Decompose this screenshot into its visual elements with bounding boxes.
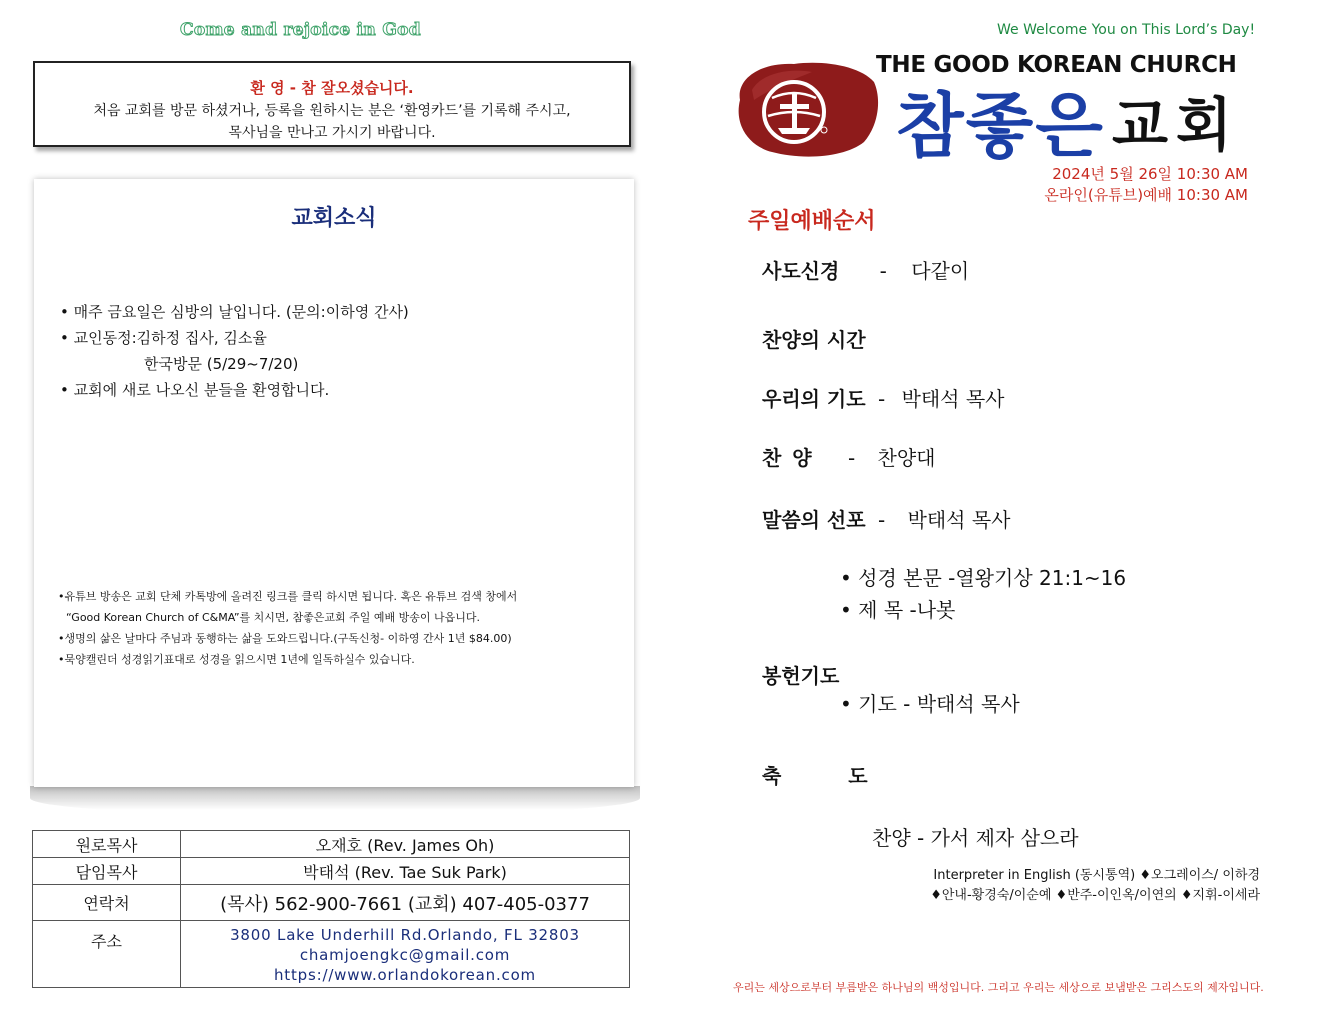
emeritus-label: 원로목사 (33, 831, 181, 858)
closing-hymn: 찬양 - 가서 제자 삼으라 (872, 826, 1079, 850)
news-card (34, 179, 634, 787)
order-separator: - (847, 446, 856, 470)
fine-print-line: “Good Korean Church of C&MA”를 치시면, 참좋은교회 주일 예배 방송이 나옵니다. (66, 611, 481, 624)
news-item: • 매주 금요일은 심방의 날입니다. (문의:이하영 간사) (60, 303, 409, 321)
order-label: 찬 양 (762, 446, 814, 470)
senior-label: 담임목사 (33, 858, 181, 885)
news-item: 한국방문 (5/29~7/20) (144, 355, 299, 373)
order-label: 사도신경 (762, 259, 840, 283)
offering-prayer: • 기도 - 박태석 목사 (840, 692, 1020, 716)
order-value: 박태석 목사 (907, 508, 1011, 532)
order-label: 축 도 (762, 764, 868, 788)
online-service-time: 온라인(유튜브)예배 10:30 AM (1044, 186, 1248, 204)
order-prayer (762, 383, 1004, 412)
order-offering (762, 660, 839, 689)
order-benediction (762, 760, 868, 789)
service-date: 2024년 5월 26일 10:30 AM (1052, 165, 1248, 183)
welcome-line-2: 목사님을 만나고 가시기 바랍니다. (228, 125, 436, 141)
order-separator: - (877, 387, 886, 411)
right-tagline: We Welcome You on This Lord’s Day! (997, 22, 1256, 38)
order-separator: - (879, 259, 887, 283)
table-row (33, 885, 630, 921)
church-name-english: THE GOOD KOREAN CHURCH (876, 52, 1237, 78)
fine-print-line: •유튜브 방송은 교회 단체 카톡방에 올려진 링크를 클릭 하시면 됩니다. 혹은 유튜브 검색 창에서 (58, 590, 518, 603)
table-row (33, 858, 630, 885)
news-item: • 교인동정:김하정 집사, 김소율 (60, 329, 267, 347)
news-fine-print (58, 586, 517, 670)
welcome-title: 환 영 - 참 잘오셨습니다. (250, 79, 414, 97)
order-value: 박태석 목사 (901, 387, 1005, 411)
contact-value: (목사) 562-900-7661 (교회) 407-405-0377 (181, 885, 630, 921)
order-of-worship-title: 주일예배순서 (748, 209, 876, 234)
emeritus-value: 오재호 (Rev. James Oh) (181, 831, 630, 858)
fine-print-line: •묵양캘린더 성경읽기표대로 성경을 읽으시면 1년에 일독하실수 있습니다. (58, 653, 415, 666)
order-label: 봉헌기도 (762, 664, 840, 688)
scripture-reference: • 성경 본문 -열왕기상 21:1~16 (840, 566, 1127, 590)
table-row (33, 921, 630, 988)
news-list (60, 299, 409, 403)
church-logo-icon (732, 60, 882, 160)
order-value: 다같이 (911, 259, 970, 283)
order-label: 찬양의 시간 (762, 328, 866, 352)
order-value: 찬양대 (877, 446, 936, 470)
order-separator: - (877, 508, 886, 532)
order-choir (762, 442, 936, 471)
order-praise-time (762, 324, 866, 353)
ushers-line: ♦안내-황경숙/이순예 ♦반주-이인옥/이연의 ♦지휘-이세라 (930, 888, 1260, 903)
order-label: 우리의 기도 (762, 387, 866, 411)
fine-print-line: •생명의 삶은 날마다 주님과 동행하는 삶을 도와드립니다.(구독신청- 이하영 간사 1년 $84.00) (58, 632, 512, 645)
contact-label: 연락처 (33, 885, 181, 921)
email-link[interactable]: chamjoengkc@gmail.com (299, 946, 511, 964)
staff-table (32, 830, 630, 988)
news-title: 교회소식 (291, 206, 377, 231)
welcome-box (33, 61, 631, 147)
news-item: • 교회에 새로 나오신 분들을 환영합니다. (60, 381, 330, 399)
news-card-shadow (30, 786, 640, 816)
sermon-title: • 제 목 -나봇 (840, 598, 956, 622)
senior-value: 박태석 (Rev. Tae Suk Park) (181, 858, 630, 885)
church-name-korean-black: 교회 (1112, 91, 1241, 159)
interpreter-line: Interpreter in English (동시통역) ♦오그레이스/ 이하경 (933, 868, 1260, 883)
website-link[interactable]: https://www.orlandokorean.com (274, 966, 536, 984)
address-label: 주소 (33, 921, 181, 988)
table-row (33, 831, 630, 858)
order-label: 말씀의 선포 (762, 508, 866, 532)
footer-motto: 우리는 세상으로부터 부름받은 하나님의 백성입니다. 그리고 우리는 세상으로 보냄받은 그리스도의 제자입니다. (733, 981, 1264, 994)
welcome-line-1: 처음 교회를 방문 하셨거나, 등록을 원하시는 분은 ‘환영카드’를 기록해 주시고, (93, 103, 571, 119)
address-value: 3800 Lake Underhill Rd.Orlando, FL 32803 (230, 926, 580, 944)
left-tagline: Come and rejoice in God (180, 20, 421, 40)
order-creed (762, 255, 969, 284)
church-name-korean-blue: 참좋은 (896, 85, 1105, 167)
order-sermon (762, 504, 1010, 533)
address-cell (181, 921, 630, 988)
